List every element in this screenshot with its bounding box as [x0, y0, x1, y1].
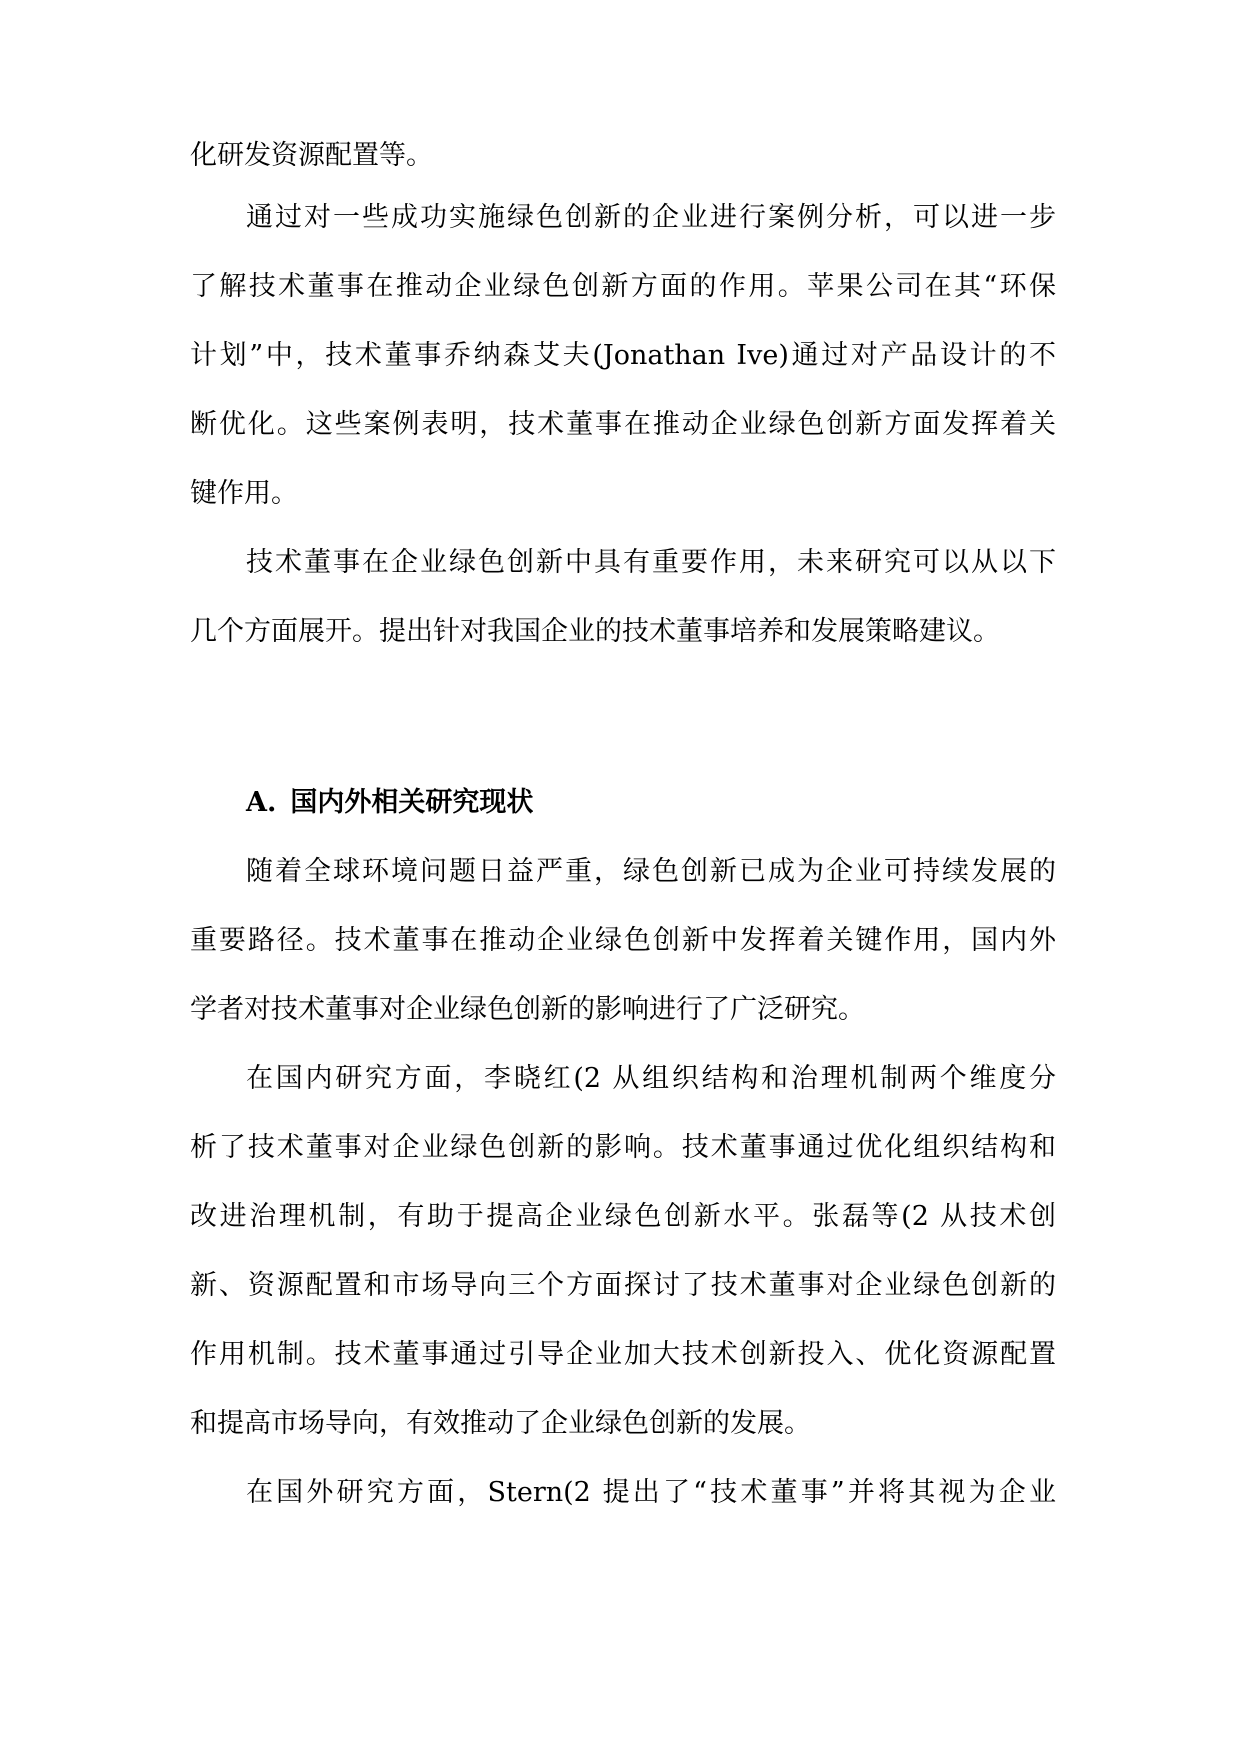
paragraph-line: 断优化。这些案例表明，技术董事在推动企业绿色创新方面发挥着关: [190, 409, 1056, 440]
paragraph-line: 改进治理机制，有助于提高企业绿色创新水平。张磊等(2 从技术创: [190, 1201, 1056, 1232]
paragraph-line: 作用机制。技术董事通过引导企业加大技术创新投入、优化资源配置: [190, 1339, 1056, 1370]
paragraph-line: 几个方面展开。提出针对我国企业的技术董事培养和发展策略建议。: [190, 616, 1000, 647]
paragraph-line: 在国外研究方面，Stern(2 提出了“技术董事”并将其视为企业: [246, 1477, 1056, 1508]
section-number: A.: [246, 787, 277, 818]
paragraph-line: 重要路径。技术董事在推动企业绿色创新中发挥着关键作用，国内外: [190, 925, 1056, 956]
paragraph-line: 新、资源配置和市场导向三个方面探讨了技术董事对企业绿色创新的: [190, 1270, 1056, 1301]
paragraph-line: 键作用。: [190, 478, 298, 509]
paragraph-line: 析了技术董事对企业绿色创新的影响。技术董事通过优化组织结构和: [190, 1132, 1056, 1163]
paragraph-line: 随着全球环境问题日益严重，绿色创新已成为企业可持续发展的: [246, 856, 1056, 887]
paragraph-line: 了解技术董事在推动企业绿色创新方面的作用。苹果公司在其“环保: [190, 271, 1056, 302]
paragraph-line: 学者对技术董事对企业绿色创新的影响进行了广泛研究。: [190, 994, 865, 1025]
paragraph-line: 通过对一些成功实施绿色创新的企业进行案例分析，可以进一步: [246, 202, 1056, 233]
paragraph-line: 技术董事在企业绿色创新中具有重要作用，未来研究可以从以下: [246, 547, 1056, 578]
paragraph-line: 和提高市场导向，有效推动了企业绿色创新的发展。: [190, 1408, 811, 1439]
paragraph-line: 在国内研究方面，李晓红(2 从组织结构和治理机制两个维度分: [246, 1063, 1056, 1094]
paragraph-line: 计划”中，技术董事乔纳森艾夫(Jonathan Ive)通过对产品设计的不: [190, 340, 1056, 371]
section-title: 国内外相关研究现状: [290, 787, 534, 818]
section-heading: [246, 786, 533, 820]
paragraph-line: 化研发资源配置等。: [190, 140, 433, 171]
